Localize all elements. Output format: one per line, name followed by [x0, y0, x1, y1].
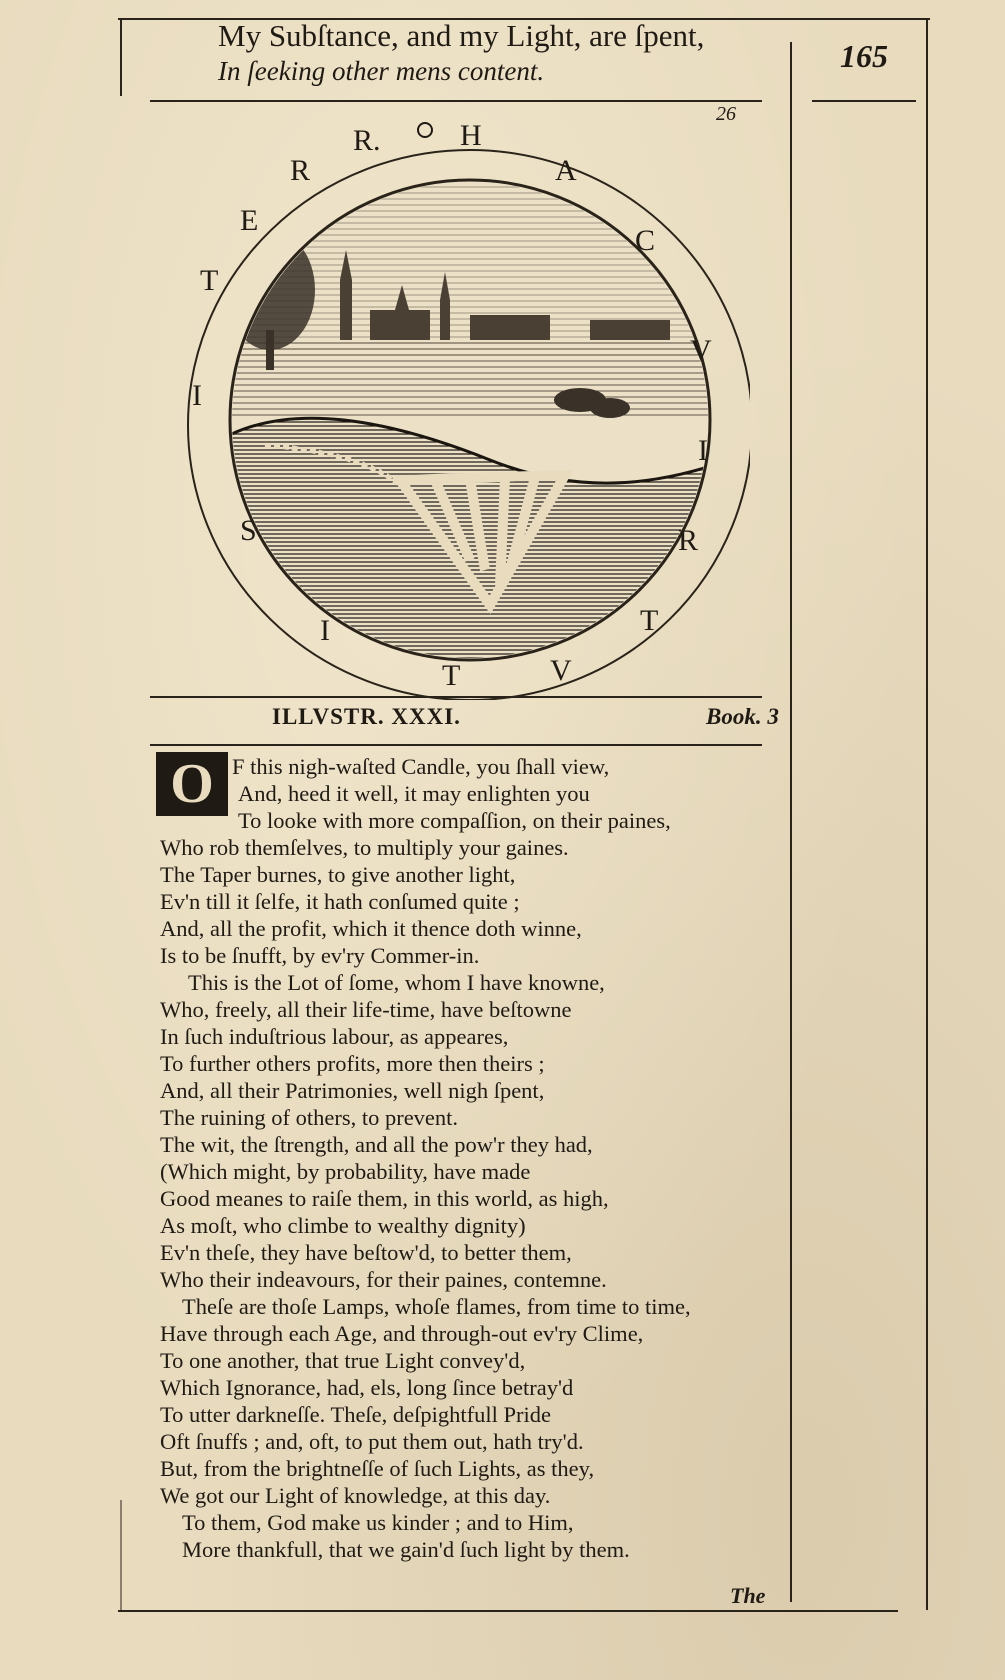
right-margin-rule	[812, 100, 916, 102]
motto-letter-t3: T	[200, 264, 219, 297]
motto-letter-r3: R	[290, 154, 311, 187]
poem-line: Ev'n till it ſelfe, it hath conſumed quite ;	[160, 889, 520, 914]
motto-letter-e: E	[240, 204, 259, 237]
motto-letter-r2: R	[678, 524, 699, 557]
catchword: The	[730, 1583, 766, 1608]
fields	[220, 340, 720, 420]
bottom-rule	[118, 1610, 898, 1612]
poem-line: And, all their Patrimonies, well nigh ſpent,	[160, 1078, 545, 1103]
caption-bottom-rule	[150, 744, 762, 746]
right-border-rule	[926, 20, 928, 1610]
motto-letter-i1: I	[698, 434, 708, 467]
poem-line: As moſt, who climbe to wealthy dignity)	[160, 1213, 526, 1238]
motto-letter-c: C	[635, 224, 656, 257]
poem-line: To one another, that true Light convey'd,	[160, 1348, 526, 1373]
poem-line: To looke with more compaſſion, on their paines,	[238, 808, 671, 833]
poem-line: Which Ignorance, had, els, long ſince betray'd	[160, 1375, 574, 1400]
poem-line: Ev'n theſe, they have beſtow'd, to better them,	[160, 1240, 572, 1265]
poem-line: Oft ſnuffs ; and, oft, to put them out, hath try'd.	[160, 1429, 584, 1454]
motto-ornament	[418, 123, 432, 137]
poem-line: To them, God make us kinder ; and to Him,	[182, 1510, 574, 1535]
page-number: 165	[840, 38, 888, 74]
poem-line: Is to be ſnufft, by ev'ry Commer-in.	[160, 943, 480, 968]
motto-letter-t1: T	[640, 604, 659, 637]
motto-letter-r: R.	[353, 124, 381, 157]
poem-line: Who rob themſelves, to multiply your gaines.	[160, 835, 569, 860]
poem-line: More thankfull, that we gain'd ſuch light by them.	[182, 1537, 630, 1562]
motto-letter-a: A	[555, 154, 577, 187]
poem-line: Have through each Age, and through-out ev'ry Clime,	[160, 1321, 644, 1346]
header-divider-rule	[790, 42, 792, 1602]
motto-letter-v2: V	[550, 654, 572, 687]
poem-line: To further others profits, more then theirs ;	[160, 1051, 545, 1076]
poem-line: To utter darkneſſe. Theſe, deſpightfull Pride	[160, 1402, 552, 1427]
motto-letter-s: S	[240, 514, 257, 547]
header-line-1: My Subſtance, and my Light, are ſpent,	[218, 18, 705, 53]
emblem-engraving	[170, 100, 750, 700]
motto-letter-t2: T	[442, 659, 461, 692]
poem-line: The ruining of others, to prevent.	[160, 1105, 459, 1130]
poem-line: The Taper burnes, to give another light,	[160, 862, 516, 887]
header-line-2: In ſeeking other mens content.	[218, 56, 545, 86]
poem-line: Who their indeavours, for their paines, contemne.	[160, 1267, 607, 1292]
poem-line: Good meanes to raiſe them, in this world, as high,	[160, 1186, 609, 1211]
poem-line: And, all the profit, which it thence doth winne,	[160, 916, 582, 941]
bottom-left-rule	[120, 1500, 122, 1610]
poem-line: F this nigh-waſted Candle, you ſhall view,	[232, 754, 610, 779]
poem-line: And, heed it well, it may enlighten you	[238, 781, 590, 806]
poem-line: This is the Lot of ſome, whom I have knowne,	[188, 970, 605, 995]
left-border-rule	[120, 18, 122, 96]
poem-line: In ſuch induſtrious labour, as appeares,	[160, 1024, 509, 1049]
poem-line: But, from the brightneſſe of ſuch Lights, as they,	[160, 1456, 595, 1481]
motto-letter-i2: I	[320, 614, 330, 647]
poem-line: (Which might, by probability, have made	[160, 1159, 531, 1184]
book-caption: Book. 3	[706, 704, 779, 729]
poem-line: We got our Light of knowledge, at this day.	[160, 1483, 551, 1508]
motto-letter-h: H	[460, 119, 482, 152]
poem-line: The wit, the ſtrength, and all the pow'r they had,	[160, 1132, 593, 1157]
motto-letter-i3: I	[192, 379, 202, 412]
drop-cap: O	[156, 752, 228, 816]
poem-line: Theſe are thoſe Lamps, whoſe flames, from time to time,	[182, 1294, 691, 1319]
poem-line: Who, freely, all their life-time, have beſtowne	[160, 997, 572, 1022]
motto-letter-v1: V	[690, 334, 712, 367]
plate-number: 26	[716, 103, 736, 125]
illustration-caption: ILLVSTR. XXXI.	[272, 704, 461, 729]
